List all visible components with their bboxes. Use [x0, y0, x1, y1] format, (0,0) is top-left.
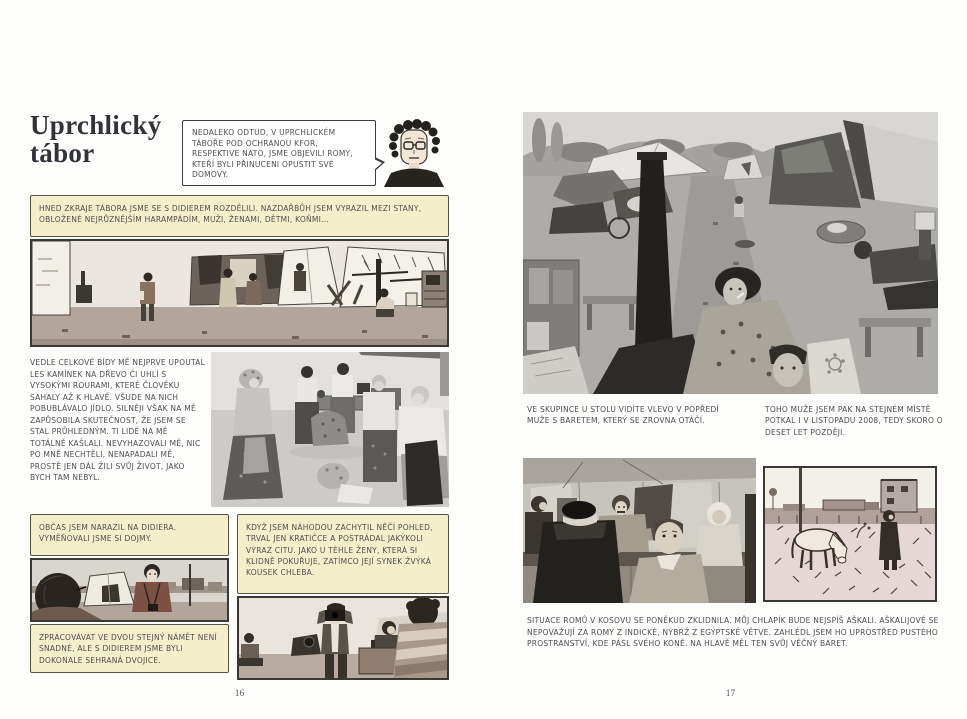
narrator-face-icon — [381, 117, 447, 187]
caption-duo-text: ZPRACOVÁVAT VE DVOU STEJNÝ NÁMĚT NENÍ SNADNÉ, ALE S DIDIEREM JSME BYLI DOKONALE SEHRANÁ DVOJICE. — [39, 633, 217, 665]
page-title: Uprchlický tábor — [30, 110, 162, 168]
comic-panel-press-table — [237, 596, 449, 680]
side-paragraph: VEDLE CELKOVÉ BÍDY MĚ NEJPRVE UPOUTAL LES KAMÍNEK NA DŘEVO ČI UHLÍ S VYSOKÝMI ROURAMI, KTERÉ ČLOVĚKU SAHALY AŽ K HLAVĚ. VŠUDE NA NICH POBUBLÁVALO JÍDLO. SILNĚJI VŠAK NA MĚ ZAPŮSOBILA SKUTEČNOST, ŽE JSEM SE STAL PRŮHLEDNÝM. TI LIDÉ NA MĚ TOTÁLNĚ KAŠLALI. NEVYHAZOVALI MĚ, NIC PO MNĚ NECHTĚLI, NENAPADALI MĚ, PROSTĚ JEN DÁL ŽILI SVŮJ ŽIVOT, JAKO BYCH TAM NEBYL. — [30, 358, 206, 482]
comic-panel-didier-meeting — [30, 558, 229, 622]
caption-box-gaze — [237, 514, 449, 594]
camp-panorama-art — [32, 241, 447, 345]
didier-meeting-art — [32, 560, 227, 620]
caption-group-left: VE SKUPINCE U STOLU VIDÍTE VLEVO V POPŘEDÍ MUŽE S BARETEM, KTERÝ SE ZROVNA OTÁČÍ. — [527, 405, 719, 426]
narrator-speech-text: NEDALEKO ODTUD, V UPRCHLICKÉM TÁBOŘE POD OCHRANOU KFOR, RESPEKTIVE NATO, JSME OBJEVILI ROMY, KTEŘÍ BYLI PŘINUCENI OPUSTIT SVÉ DOMOVY. — [192, 128, 353, 180]
horse-field-art — [765, 468, 935, 600]
caption-top-text: HNED ZKRAJE TÁBORA JSME SE S DIDIEREM ROZDĚLILI. NAZDAŘBŮH JSEM VYRAZIL MEZI STANY, OBLOŽENÉ NEJRŮZNĚJŠÍM HARAMPÁDÍM, MUŽI, ŽENAMI, DĚTMI, KOŇMI... — [39, 204, 422, 225]
page-number-left: 16 — [234, 689, 245, 699]
group-at-table-art — [523, 458, 756, 603]
photo-refugee-camp — [523, 112, 938, 394]
bottom-paragraph: SITUACE ROMŮ V KOSOVU SE PONĚKUD ZKLIDNILA. MŮJ CHLAPÍK BUDE NEJSPÍŠ AŠKALI. AŠKALIJOVÉ SE NEPOVAŽUJÍ ZA ROMY Z INDICKÉ, NÝBRŽ Z EGYPTSKÉ VĚTVE. ZAHLÉDL JSEM HO UPROSTŘED PUSTÉHO PROSTRANSTVÍ, KDE PÁSL SVÉHO KONĚ. NA HLAVĚ MĚL TEN SVŮJ VĚČNÝ BARET. — [527, 616, 939, 649]
page-number-right: 17 — [725, 689, 736, 699]
press-table-art — [239, 598, 447, 678]
narrator-speech-bubble — [182, 120, 376, 186]
caption-gaze-text: KDYŽ JSEM NÁHODOU ZACHYTIL NĚČÍ POHLED, TRVAL JEN KRATIČCE A POSTRÁDAL JAKÝKOLI VÝRAZ CITU. JAKO U TÉHLE ŽENY, KTERÁ SI KLIDNĚ POKUŘUJE, ZATÍMCO JEJÍ SYNEK ŽVÝKÁ KOUSEK CHLEBA. — [246, 523, 433, 578]
comic-panel-horse-field — [763, 466, 937, 602]
refugee-camp-art — [523, 112, 938, 394]
photo-women-cooking — [211, 352, 449, 507]
caption-group-right: TOHO MUŽE JSEM PAK NA STEJNÉM MÍSTĚ POTKAL I V LISTOPADU 2008, TEDY SKORO O DESET LET POZDĚJI. — [765, 405, 943, 437]
photo-group-at-table — [523, 458, 756, 603]
caption-didier-text: OBČAS JSEM NARAZIL NA DIDIERA. VYMĚŇOVALI JSME SI DOJMY. — [39, 523, 177, 544]
narrator-portrait-illustration — [381, 117, 447, 187]
comic-panel-camp-panorama — [30, 239, 449, 347]
women-cooking-art — [211, 352, 449, 507]
caption-box-didier — [30, 514, 229, 556]
caption-box-top — [30, 195, 449, 237]
caption-box-duo — [30, 624, 229, 673]
